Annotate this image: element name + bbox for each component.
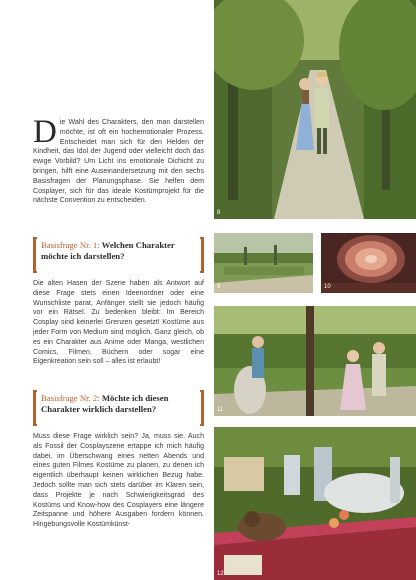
photo-table-still-life bbox=[214, 427, 416, 580]
photo-number-11: 11 bbox=[217, 407, 224, 413]
bracket-left bbox=[33, 237, 36, 273]
intro-text: ie Wahl des Charakters, den man darstellen möchte, ist oft ein hochemotionaler Prozess. Entscheidet man sich für den Helden der Kindheit, das Idol der Jugend oder vielleicht doch das ewige Vorbild? Um Licht ins emotionale Dichicht zu bringen, hilft eine Auseinandersetzung mit den sechs Basisfragen der Planungsphase. Sie helfen dem Cosplayer, sich für das ideale Kostümprojekt für die nächste Convention zu entscheiden. bbox=[33, 119, 204, 205]
paragraph-1-text: Die alten Hasen der Szene haben als Antwort auf diese Frage stets einen Ideenordner oder eine Wunschliste parat, Anfänger stellt sie jedoch häufig vor ein Rätsel. Zu bedenken bleibt: Im Bereich Cosplay sind keinerlei Grenzen gesetzt! Kostüme aus jeder Form von Medium sind möglich. Ganz gleich, ob es ein Charakter aus Anime oder Manga, westlichen Comics, Filmen, Büchern oder sogar eine Eigenkreation sein soll – alles ist erlaubt! bbox=[33, 280, 204, 366]
photo-number-10: 10 bbox=[324, 284, 331, 290]
photo-formal-garden bbox=[214, 233, 313, 293]
question-2-lead: Basisfrage Nr. 2: bbox=[41, 393, 100, 403]
photo-number-8: 8 bbox=[217, 210, 221, 216]
photo-ornate-window bbox=[321, 233, 416, 293]
intro-paragraph bbox=[33, 114, 204, 206]
question-2-text: Möchte ich diesen Charakter wirklich darstellen? bbox=[41, 393, 169, 414]
photo-number-12: 12 bbox=[217, 571, 224, 577]
question-box-2 bbox=[33, 390, 204, 426]
bracket-right bbox=[201, 237, 204, 273]
paragraph-2 bbox=[33, 432, 204, 530]
bracket-left bbox=[33, 390, 36, 426]
question-1-heading bbox=[33, 237, 204, 264]
paragraph-2-text: Muss diese Frage wirklich sein? Ja, muss sie. Auch als Fossil der Cosplayszene ertappe ich mich häufig dabei, im Überschwang eines netten Abends und eines guten Filmes Kostüme zu planen, zu denen ich eigentlich überhaupt keinen wirklichen Bezug habe. Jedoch sollte man sich stets darüber im Klaren sein, dass Projekte je nach Schwierigkeitsgrad des Kostüms und Know-how des Cosplayers eine längere Zeitspanne und höhere Ausgaben fordern können. Hingebungsvolle Kostümkünst- bbox=[33, 433, 204, 529]
bracket-right bbox=[201, 390, 204, 426]
photo-garden-path-couple bbox=[214, 0, 416, 219]
photo-costumed-group bbox=[214, 306, 416, 416]
question-box-1 bbox=[33, 237, 204, 273]
question-1-text: Welchen Charakter möchte ich darstellen? bbox=[41, 240, 175, 261]
drop-cap: D bbox=[33, 114, 57, 150]
question-1-lead: Basisfrage Nr. 1: bbox=[41, 240, 100, 250]
paragraph-1 bbox=[33, 279, 204, 367]
question-2-heading bbox=[33, 390, 204, 417]
photo-number-9: 9 bbox=[217, 284, 221, 290]
